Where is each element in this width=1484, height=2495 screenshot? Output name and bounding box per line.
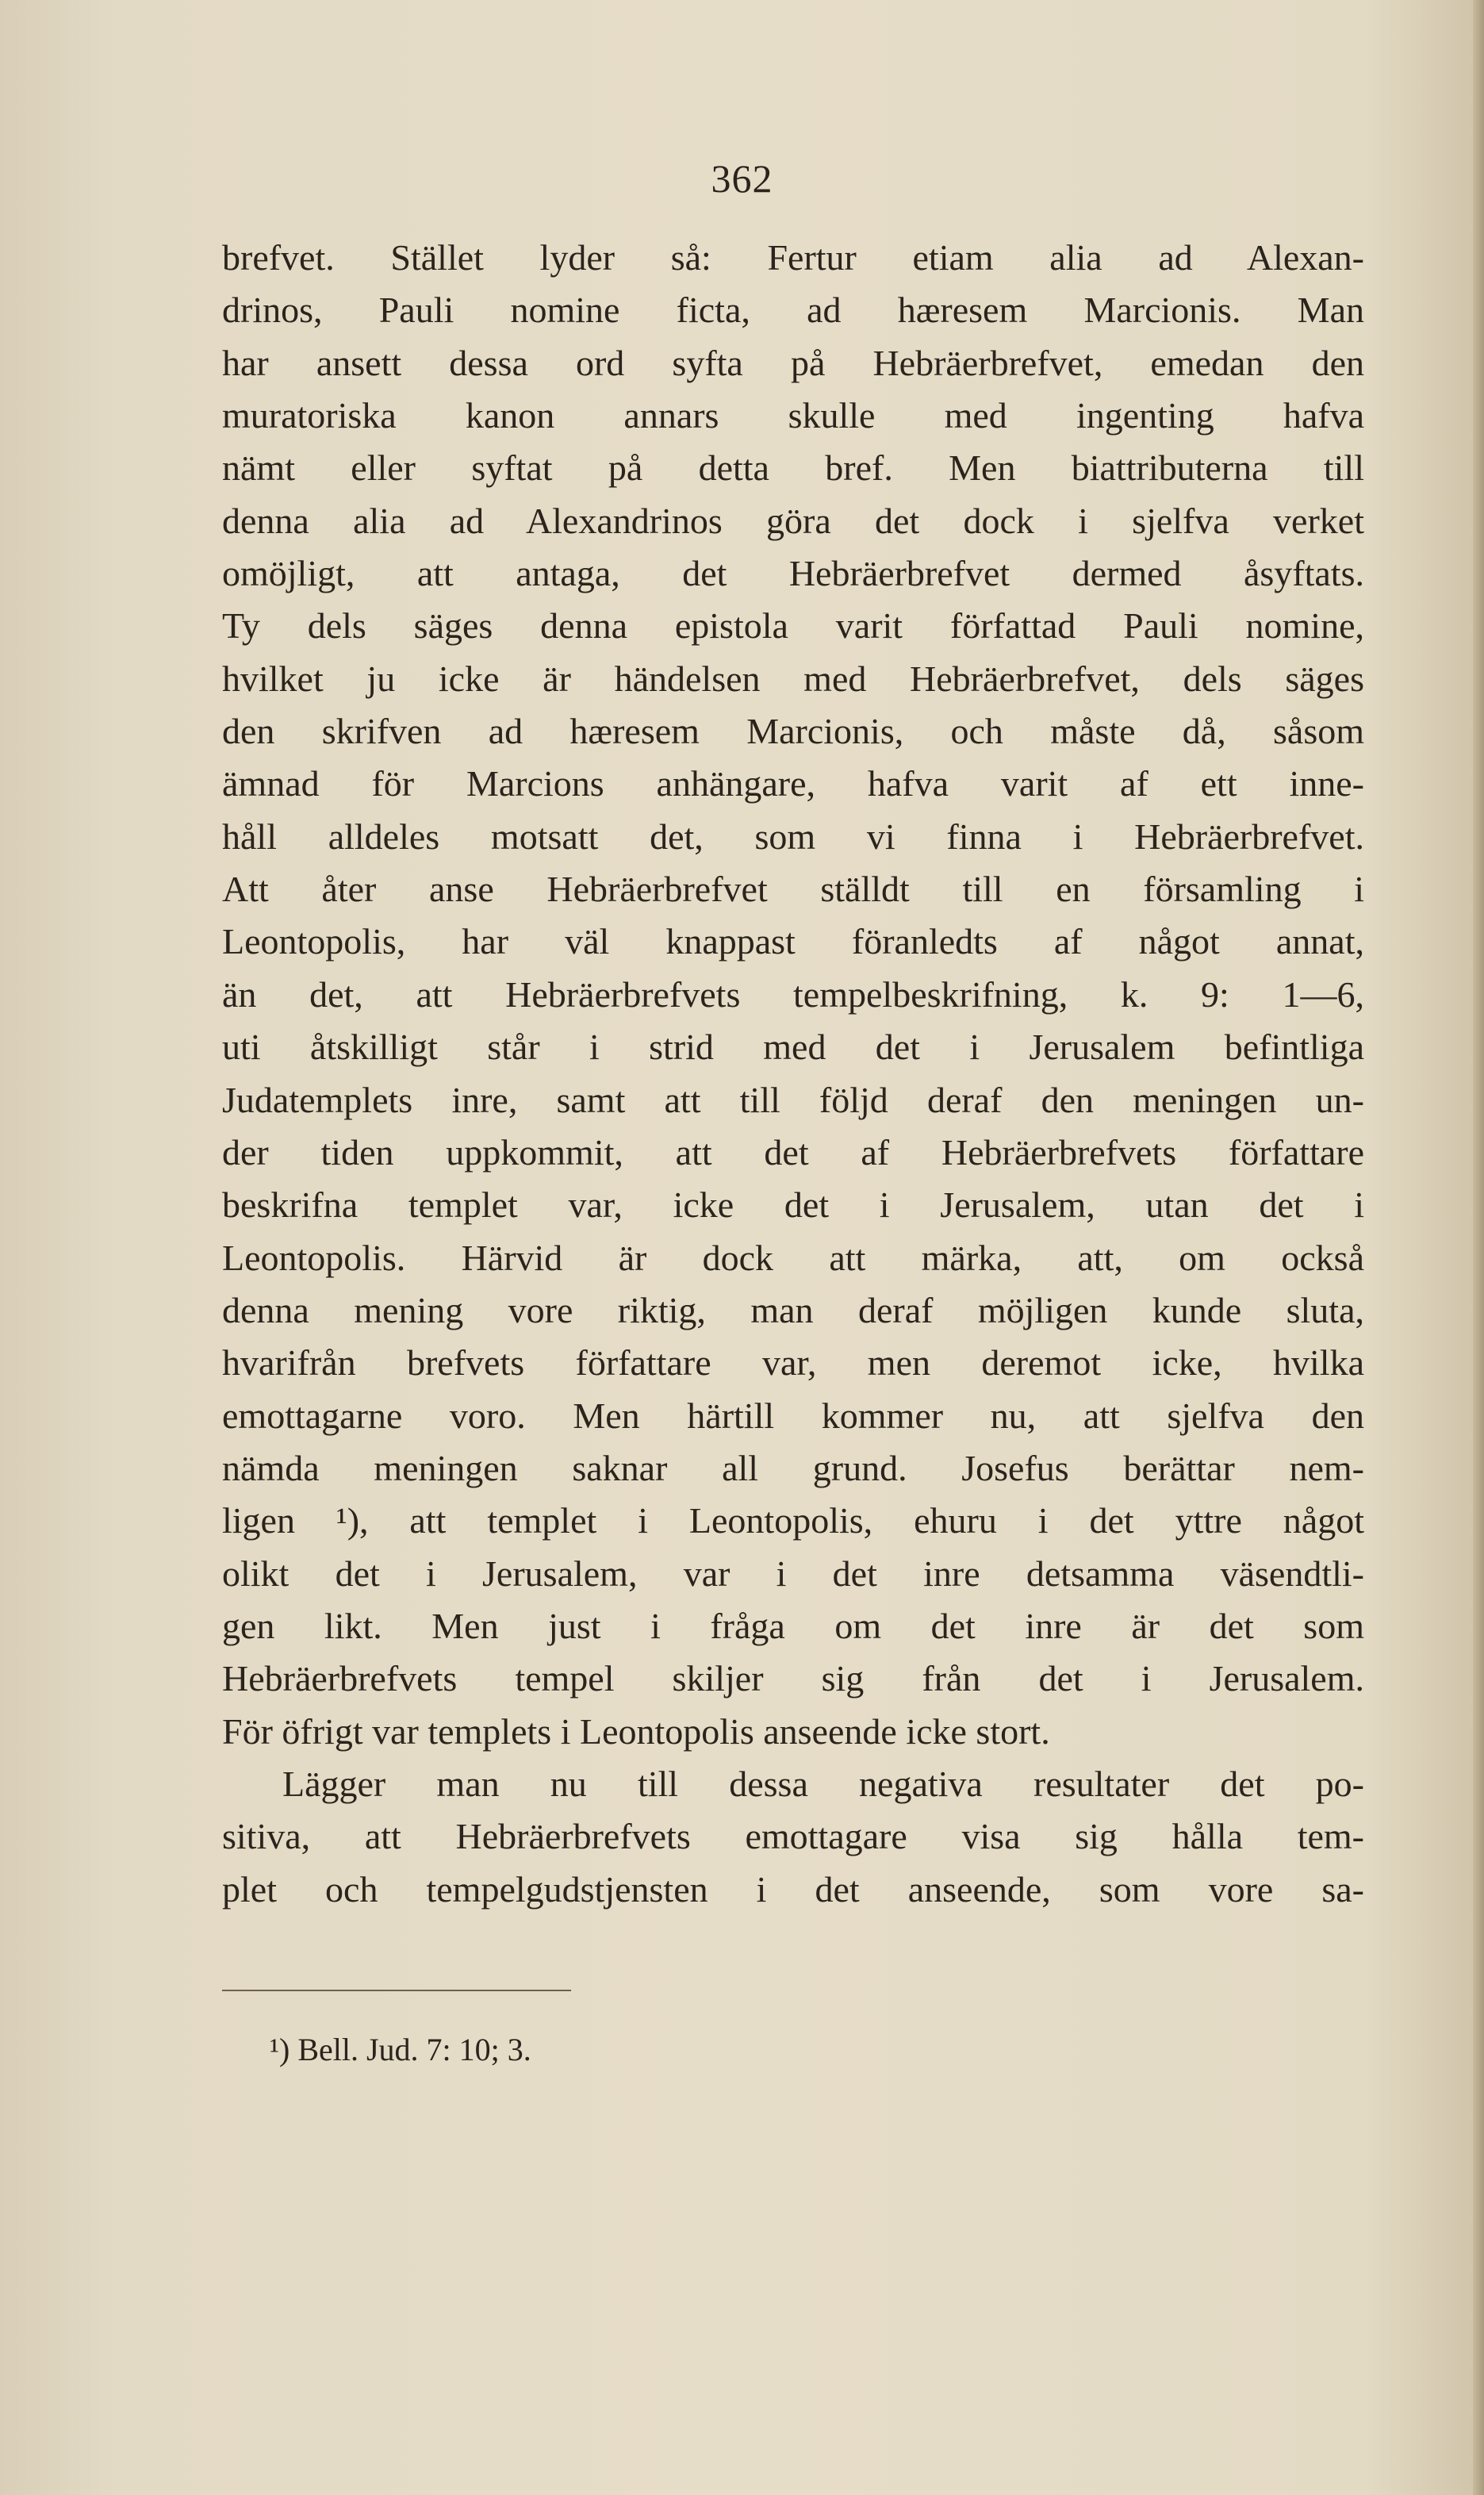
text-line: Ty dels säges denna epistola varit författad Pauli nomine,	[222, 605, 1364, 647]
text-line: omöjligt, att antaga, det Hebräerbrefvet dermed åsyftats.	[222, 553, 1364, 594]
text-line: Att åter anse Hebräerbrefvet ställdt till en församling i	[222, 869, 1364, 910]
text-line: ämnad för Marcions anhängare, hafva varit af ett inne-	[222, 763, 1364, 804]
text-line: Hebräerbrefvets tempel skiljer sig från det i Jerusalem.	[222, 1658, 1364, 1699]
text-line: ligen ¹), att templet i Leontopolis, ehuru i det yttre något	[222, 1500, 1364, 1541]
text-line: sitiva, att Hebräerbrefvets emottagare visa sig hålla tem-	[222, 1816, 1364, 1857]
page-edge	[1473, 0, 1484, 2495]
text-line: denna mening vore riktig, man deraf möjligen kunde sluta,	[222, 1289, 1364, 1330]
text-line: Leontopolis, har väl knappast föranledts af något annat,	[222, 921, 1364, 962]
text-line: hvilket ju icke är händelsen med Hebräerbrefvet, dels säges	[222, 658, 1364, 699]
text-line: den skrifven ad hæresem Marcionis, och måste då, såsom	[222, 711, 1364, 752]
text-line: Judatemplets inre, samt att till följd deraf den meningen un-	[222, 1079, 1364, 1120]
text-line: än det, att Hebräerbrefvets tempelbeskrifning, k. 9: 1—6,	[222, 973, 1364, 1015]
text-line: hvarifrån brefvets författare var, men deremot icke, hvilka	[222, 1342, 1364, 1384]
footnote-divider	[222, 1990, 571, 1991]
body-text	[222, 232, 1364, 1916]
text-line: plet och tempelgudstjensten i det anseende, som vore sa-	[222, 1868, 1364, 1910]
text-line: håll alldeles motsatt det, som vi finna i Hebräerbrefvet.	[222, 816, 1364, 857]
text-line: olikt det i Jerusalem, var i det inre detsamma väsendtli-	[222, 1553, 1364, 1594]
text-line: muratoriska kanon annars skulle med ingenting hafva	[222, 395, 1364, 436]
text-line: drinos, Pauli nomine ficta, ad hæresem Marcionis. Man	[222, 290, 1364, 331]
text-line: För öfrigt var templets i Leontopolis anseende icke stort.	[222, 1710, 1050, 1752]
text-line: gen likt. Men just i fråga om det inre är det som	[222, 1605, 1364, 1646]
text-line: Lägger man nu till dessa negativa resultater det po-	[282, 1763, 1364, 1804]
text-line: nämda meningen saknar all grund. Josefus berättar nem-	[222, 1447, 1364, 1488]
text-line: beskrifna templet var, icke det i Jerusalem, utan det i	[222, 1184, 1364, 1226]
text-line: nämt eller syftat på detta bref. Men biattributerna till	[222, 447, 1364, 489]
text-line: emottagarne voro. Men härtill kommer nu, att sjelfva den	[222, 1395, 1364, 1436]
text-line: denna alia ad Alexandrinos göra det dock i sjelfva verket	[222, 500, 1364, 541]
footnote: ¹) Bell. Jud. 7: 10; 3.	[270, 2032, 531, 2067]
text-line: Leontopolis. Härvid är dock att märka, att, om också	[222, 1237, 1364, 1278]
text-line: har ansett dessa ord syfta på Hebräerbrefvet, emedan den	[222, 342, 1364, 383]
text-line: der tiden uppkommit, att det af Hebräerbrefvets författare	[222, 1131, 1364, 1173]
text-line: brefvet. Stället lyder så: Fertur etiam alia ad Alexan-	[222, 237, 1364, 278]
text-line: uti åtskilligt står i strid med det i Jerusalem befintliga	[222, 1027, 1364, 1068]
page-number: 362	[711, 156, 773, 201]
